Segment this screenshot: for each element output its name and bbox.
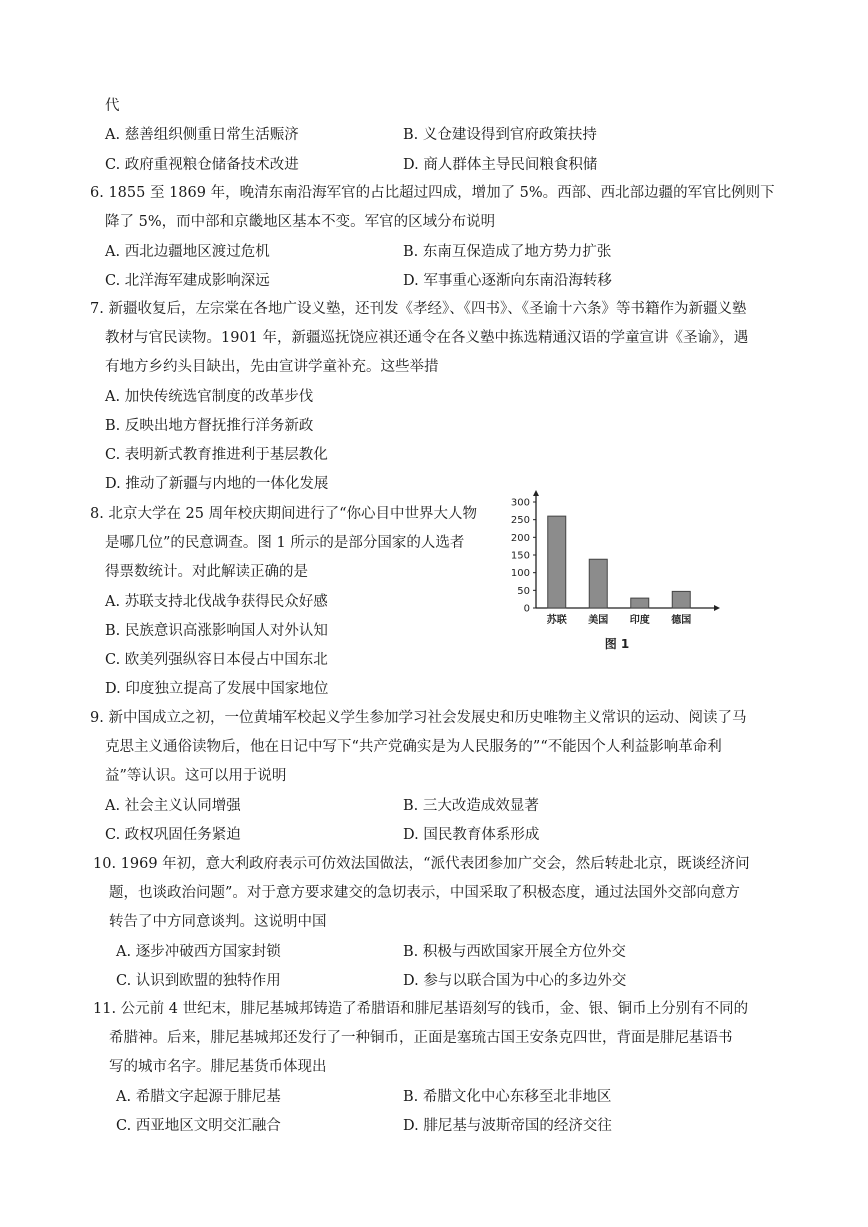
question-10-stem: 题，也谈政治问题”。对于意方要求建交的急切表示，中国采取了积极态度，通过法国外交部向意方: [109, 885, 740, 901]
option-a: A. 西北边疆地区渡过危机: [105, 244, 270, 260]
option-b: B. 希腊文化中心东移至北非地区: [403, 1089, 612, 1105]
option-d: D. 推动了新疆与内地的一体化发展: [105, 476, 329, 492]
option-d: D. 商人群体主导民间粮食积储: [403, 157, 598, 173]
option-b: B. 义仓建设得到官府政策扶持: [403, 127, 597, 143]
bar-0: [548, 516, 566, 608]
option-d: D. 参与以联合国为中心的多边外交: [403, 973, 627, 989]
question-10-stem: 10. 1969 年初，意大利政府表示可仿效法国做法，“派代表团参加广交会，然后转赴北京，既谈经济问: [93, 856, 750, 872]
y-tick-label: 250: [510, 515, 530, 527]
question-6-stem: 降了 5%，而中部和京畿地区基本不变。军官的区域分布说明: [105, 214, 496, 230]
option-b: B. 三大改造成效显著: [403, 798, 539, 814]
question-9-stem: 克思主义通俗读物后，他在日记中写下“共产党确实是为人民服务的”“不能因个人利益影响革命利: [105, 739, 722, 755]
y-tick-label: 300: [510, 497, 530, 509]
figure-1-bar-chart: [500, 488, 730, 658]
option-b: B. 积极与西欧国家开展全方位外交: [403, 944, 626, 960]
y-tick-label: 150: [510, 550, 530, 562]
question-9-stem: 9. 新中国成立之初，一位黄埔军校起义学生参加学习社会发展史和历史唯物主义常识的运动、阅读了马: [90, 710, 747, 726]
y-tick-label: 200: [510, 532, 530, 544]
question-9-stem: 益”等认识。这可以用于说明: [105, 768, 287, 784]
option-a: A. 社会主义认同增强: [105, 798, 241, 814]
question-8-stem: 8. 北京大学在 25 周年校庆期间进行了“你心目中世界大人物: [90, 506, 478, 522]
question-11-stem: 希腊神。后来，腓尼基城邦还发行了一种铜币，正面是塞琉古国王安条克四世，背面是腓尼基语书: [109, 1030, 733, 1046]
option-d: D. 军事重心逐渐向东南沿海转移: [403, 273, 612, 289]
x-axis-arrow: [714, 605, 720, 611]
question-11-stem: 写的城市名字。腓尼基货币体现出: [109, 1059, 327, 1075]
option-c: C. 表明新式教育推进利于基层教化: [105, 447, 328, 463]
option-c: C. 欧美列强纵容日本侵占中国东北: [105, 652, 328, 668]
bar-1: [589, 559, 607, 608]
option-c: C. 北洋海军建成影响深远: [105, 273, 270, 289]
y-tick-label: 50: [517, 585, 530, 597]
option-b: B. 民族意识高涨影响国人对外认知: [105, 623, 328, 639]
y-tick-label: 0: [523, 603, 530, 615]
bar-3: [672, 591, 690, 608]
option-a: A. 慈善组织侧重日常生活赈济: [105, 127, 299, 143]
category-label: 苏联: [546, 615, 567, 626]
option-d: D. 国民教育体系形成: [403, 827, 540, 843]
question-10-stem: 转告了中方同意谈判。这说明中国: [109, 914, 327, 930]
figure-caption: 图 1: [604, 637, 630, 651]
question-6-stem: 6. 1855 至 1869 年，晚清东南沿海军官的占比超过四成，增加了 5%。西部、西北部边疆的军官比例则下: [90, 185, 775, 201]
option-a: A. 苏联支持北伐战争获得民众好感: [105, 594, 328, 610]
option-a: A. 希腊文字起源于腓尼基: [116, 1089, 281, 1105]
option-a: A. 逐步冲破西方国家封锁: [116, 944, 281, 960]
option-a: A. 加快传统选官制度的改革步伐: [105, 389, 314, 405]
category-label: 印度: [629, 615, 650, 626]
question-7-stem: 7. 新疆收复后，左宗棠在各地广设义塾，还刊发《孝经》、《四书》、《圣谕十六条》等书籍作为新疆义塾: [90, 301, 747, 317]
option-c: C. 西亚地区文明交汇融合: [116, 1118, 281, 1134]
option-b: B. 反映出地方督抚推行洋务新政: [105, 418, 314, 434]
option-c: C. 认识到欧盟的独特作用: [116, 973, 281, 989]
y-tick-label: 100: [510, 568, 530, 580]
question-7-stem: 有地方乡约头目缺出，先由宣讲学童补充。这些举措: [105, 359, 439, 375]
question-8-stem: 是哪几位”的民意调查。图 1 所示的是部分国家的人选者: [105, 535, 465, 551]
option-c: C. 政府重视粮仓储备技术改进: [105, 157, 299, 173]
question-11-stem: 11. 公元前 4 世纪末，腓尼基城邦铸造了希腊语和腓尼基语刻写的钱币，金、银、铜币上分别有不同的: [93, 1001, 749, 1017]
option-d: D. 印度独立提高了发展中国家地位: [105, 681, 329, 697]
option-c: C. 政权巩固任务紧迫: [105, 827, 241, 843]
option-d: D. 腓尼基与波斯帝国的经济交往: [403, 1118, 612, 1134]
y-axis-arrow: [533, 490, 539, 496]
question-7-stem: 教材与官民读物。1901 年，新疆巡抚饶应祺还通令在各义塾中拣选精通汉语的学童宣讲《圣谕》，遇: [105, 330, 749, 346]
category-label: 美国: [588, 615, 609, 626]
question-fragment: 代: [105, 98, 120, 114]
option-b: B. 东南互保造成了地方势力扩张: [403, 244, 612, 260]
bar-2: [631, 598, 649, 608]
question-8-stem: 得票数统计。对此解读正确的是: [105, 564, 308, 580]
category-label: 德国: [671, 615, 692, 626]
